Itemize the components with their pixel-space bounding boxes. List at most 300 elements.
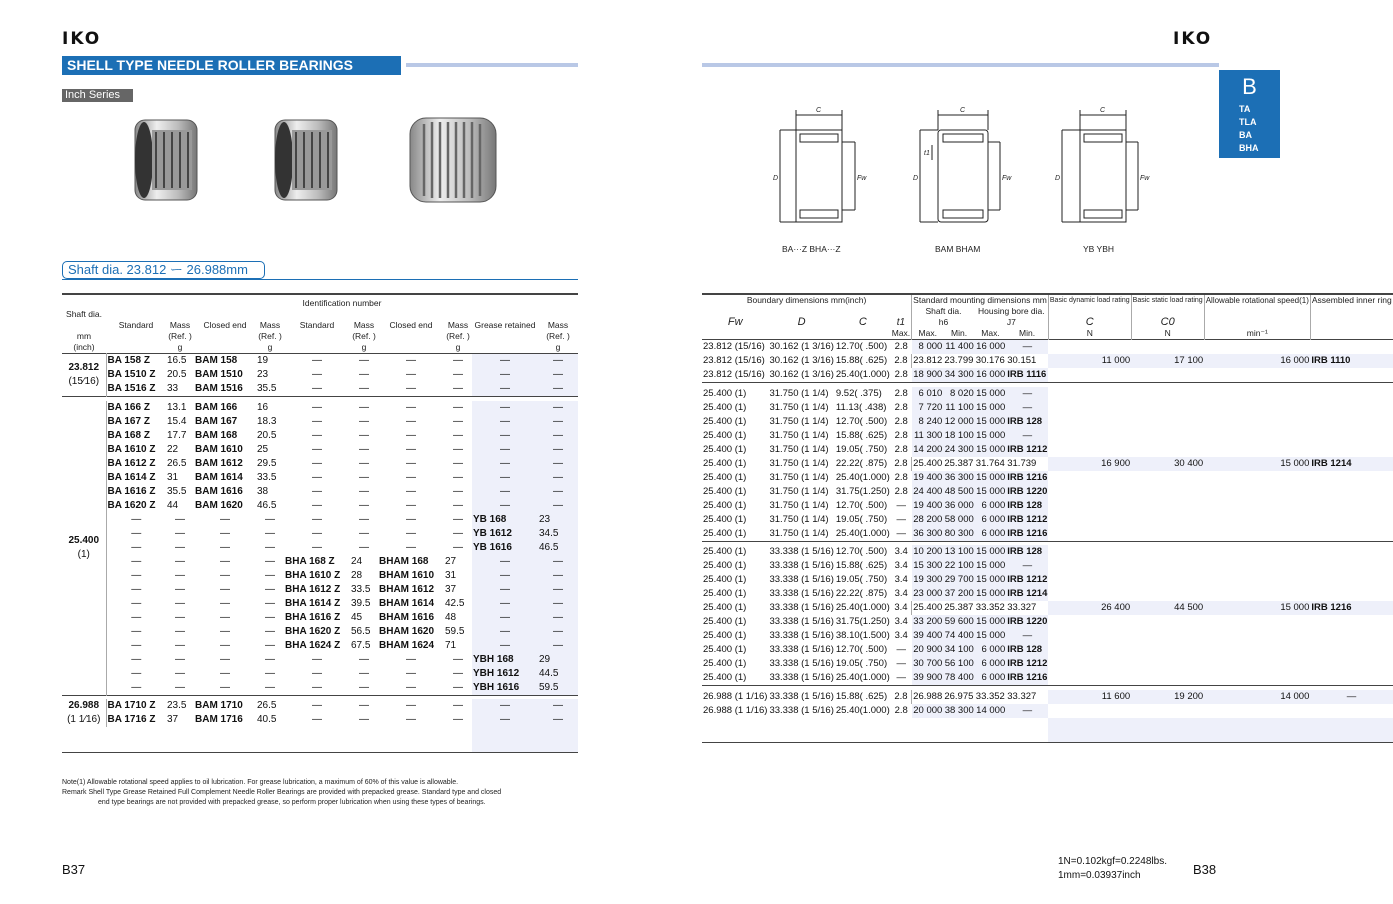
mass-cell: — [453, 471, 463, 483]
dyn-rating-cell: 11 000 [1048, 354, 1131, 368]
mass-cell: — [359, 383, 369, 394]
col-ref: (Ref. ) [352, 331, 376, 341]
bearing-id-cell: BA 1510 Z [107, 369, 156, 380]
mass-cell: — [538, 699, 578, 713]
mass-cell: — [538, 443, 578, 457]
bearing-id-cell: — [472, 401, 538, 415]
t1-cell: 2.8 [894, 485, 908, 497]
col-g: g [177, 342, 183, 352]
bearing-id-cell: — [406, 513, 416, 525]
col-grease: Grease retained [474, 320, 536, 330]
c-cell: 31.75(1.250) [835, 616, 890, 627]
mass-cell: — [359, 714, 369, 725]
fw-cell: 25.400 (1) [703, 499, 747, 511]
c-cell: 12.70( .500) [835, 499, 888, 511]
bearing-id-cell: — [312, 429, 322, 441]
bearing-id-cell: — [312, 653, 322, 665]
bearing-id-cell: — [472, 713, 538, 727]
c-cell: 25.40(1.000) [835, 704, 890, 716]
mass-cell: — [359, 369, 369, 380]
t1-cell: — [896, 658, 906, 669]
t1-cell: 2.8 [894, 429, 908, 441]
page-title: SHELL TYPE NEEDLE ROLLER BEARINGS [62, 56, 401, 75]
d-cell: 31.750 (1 1/4) [769, 485, 829, 497]
mass-cell: — [175, 653, 185, 665]
bearing-id-cell: — [312, 513, 322, 525]
inner-ring-cell: IRB 1212 [1007, 658, 1048, 669]
c-cell: 19.05( .750) [835, 658, 888, 669]
bearing-id-cell: — [220, 555, 230, 567]
dim-d-1: D [773, 175, 779, 182]
table-row [62, 625, 578, 639]
diagram-yb [1062, 110, 1138, 222]
col-n: N [1048, 328, 1131, 340]
mass-cell: 24 [351, 555, 363, 567]
col-max: Max. [981, 328, 1000, 338]
conversion-force: 1N=0.102kgf=0.2248lbs. [1058, 856, 1167, 867]
stat-rating-cell: 59 600 [944, 616, 974, 627]
boundary-header: Boundary dimensions mm(inch) [746, 295, 867, 305]
mass-cell: 34.5 [538, 527, 578, 541]
mass-cell: 23 [538, 513, 578, 527]
dim-c-2: C [960, 107, 966, 114]
table-row [62, 569, 578, 583]
inner-ring-cell: — [1006, 429, 1048, 443]
mass-cell: 29 [538, 653, 578, 667]
d-cell: 31.750 (1 1/4) [769, 415, 829, 427]
bearing-id-cell: — [312, 485, 322, 497]
bearing-id-cell: — [406, 499, 416, 511]
col-g: g [361, 342, 367, 352]
bearing-id-cell: — [472, 611, 538, 625]
dyn-rating-cell: 39 900 [912, 671, 944, 686]
d-cell: 33.338 (1 5/16) [769, 630, 834, 641]
d-cell: 33.338 (1 5/16) [769, 704, 834, 716]
t1-cell: — [896, 499, 906, 511]
stat-rating-cell: 36 000 [944, 499, 974, 511]
bearing-photos [120, 112, 500, 208]
mass-cell: — [538, 382, 578, 397]
bearing-id-cell: BHAM 1610 [379, 569, 435, 581]
d-cell: 30.162 (1 3/16) [769, 355, 834, 366]
bearing-id-cell: — [131, 541, 142, 553]
table-row [702, 429, 1393, 443]
bearing-id-cell: — [472, 429, 538, 443]
fw-cell: 25.400 (1) [703, 387, 747, 399]
stat-rating-cell: 74 400 [944, 630, 974, 641]
bearing-id-cell: BHAM 168 [379, 555, 429, 567]
bearing-id-cell: YB 168 [472, 513, 538, 527]
housing-min-cell: 31.739 [1007, 457, 1037, 469]
shaft-dia-cell [62, 354, 106, 397]
mass-cell: — [265, 541, 275, 553]
mass-cell: — [175, 541, 185, 553]
bearing-id-cell: — [131, 555, 142, 567]
inner-ring-cell: IRB 1216 [1007, 471, 1048, 483]
mass-cell: — [538, 639, 578, 653]
mass-cell: — [538, 368, 578, 382]
table-row [702, 415, 1393, 429]
section-tab-item[interactable]: TA [1239, 104, 1251, 114]
bearing-id-cell: — [131, 583, 142, 595]
stat-rating-cell: 34 100 [944, 644, 974, 655]
inner-ring-cell: IRB 1214 [1310, 457, 1392, 471]
speed-cell: 15 000 [976, 471, 1006, 483]
inner-ring-cell: IRB 1212 [1007, 443, 1048, 455]
bearing-id-cell: — [406, 714, 416, 725]
speed-cell: 6 000 [975, 671, 1006, 686]
bearing-id-cell: — [312, 401, 322, 413]
shaft-min-cell: 25.387 [944, 457, 974, 469]
table-row [62, 443, 578, 457]
stat-rating-cell: 58 000 [944, 513, 974, 525]
mass-cell: — [453, 527, 463, 539]
diagram-ba-z [780, 110, 855, 222]
mass-cell: 33.5 [351, 583, 371, 595]
bearing-id-cell: BHAM 1612 [379, 583, 435, 595]
bearing-id-cell: — [312, 471, 322, 483]
mass-cell: — [453, 401, 463, 413]
bearing-id-cell: — [131, 681, 142, 693]
section-tab-letter: B [1242, 74, 1257, 99]
bearing-id-cell: BAM 158 [195, 355, 238, 366]
mass-cell: 29.5 [257, 457, 277, 469]
inner-ring-cell: IRB 1214 [1007, 588, 1048, 599]
mass-cell: — [538, 457, 578, 471]
stat-rating-cell: 11 100 [943, 401, 974, 415]
bearing-id-cell: — [406, 485, 416, 497]
bearing-id-cell: — [220, 597, 230, 609]
shaft-dia-cell [62, 699, 106, 727]
mass-cell: — [175, 583, 185, 595]
stat-rating-cell: 34 300 [943, 368, 974, 383]
mass-cell: — [359, 415, 369, 427]
bearing-id-cell: — [406, 700, 416, 711]
bearing-id-cell: BAM 1516 [195, 383, 243, 394]
remark-cont: end type bearings are not provided with prepacked grease, so perform proper lubrication when using these types of bearings. [98, 799, 486, 806]
mass-cell: 33 [167, 383, 179, 394]
bearing-id-cell: BAM 1510 [195, 369, 243, 380]
speed-cell: 15 000 [976, 401, 1006, 413]
fw-cell: 25.400 (1) [703, 429, 747, 441]
mass-cell: — [265, 555, 275, 567]
bearing-id-cell: — [472, 485, 538, 499]
speed-cell: 16 000 [1204, 354, 1310, 368]
bearing-photo-ba [135, 120, 197, 200]
col-min: Min. [1019, 328, 1036, 338]
bearing-id-cell: — [312, 700, 322, 711]
bearing-id-cell: — [472, 443, 538, 457]
col-max: Max. [912, 328, 944, 340]
fw-cell: 25.400 (1) [703, 644, 747, 655]
title-rule-left [406, 63, 578, 67]
mass-cell: — [265, 653, 275, 665]
dyn-rating-cell: 15 300 [913, 560, 943, 571]
mass-cell: 46.5 [538, 541, 578, 555]
mass-cell: 23 [257, 369, 269, 380]
c-cell: 38.10(1.500) [835, 630, 890, 641]
bearing-id-cell: — [312, 714, 322, 725]
mass-cell: — [175, 555, 185, 567]
d-cell: 31.750 (1 1/4) [769, 457, 829, 469]
c-cell: 19.05( .750) [835, 574, 888, 585]
t1-cell: 2.8 [894, 341, 908, 352]
stat-rating-cell: 18 100 [944, 429, 974, 441]
col-max: Max. [891, 328, 911, 338]
shaft-header: Shaft dia. [66, 309, 102, 319]
bearing-id-cell: — [131, 611, 142, 623]
bearing-id-cell: — [220, 667, 230, 679]
table-row [62, 513, 578, 527]
stat-rating-cell: 44 500 [1131, 601, 1204, 615]
fw-cell: 25.400 (1) [703, 485, 747, 497]
fw-cell: 23.812 (15/16) [703, 355, 765, 366]
mass-cell: — [359, 485, 369, 497]
fw-cell: 25.400 (1) [703, 602, 747, 613]
fw-cell: 25.400 (1) [703, 415, 747, 427]
table-row [702, 643, 1393, 657]
bearing-id-cell: — [472, 583, 538, 597]
mass-cell: — [538, 401, 578, 415]
table-row [702, 527, 1393, 542]
mass-cell: — [265, 667, 275, 679]
inner-ring-cell: — [1006, 387, 1048, 401]
mass-cell: 42.5 [445, 597, 465, 609]
c-cell: 15.88( .625) [835, 429, 888, 441]
d-cell: 33.338 (1 5/16) [769, 602, 834, 613]
mass-cell: 15.4 [167, 415, 187, 427]
mass-cell: — [453, 457, 463, 469]
bearing-id-cell: — [472, 457, 538, 471]
table-row [62, 471, 578, 485]
mass-cell: — [453, 383, 463, 394]
shaft-dia-inch: (1 1⁄16) [67, 714, 101, 725]
mass-cell: — [359, 541, 369, 553]
speed-cell: 14 000 [1204, 690, 1310, 704]
t1-cell: 3.4 [894, 588, 908, 599]
assem-header: Assembled inner ring [1311, 295, 1392, 305]
mass-cell: — [453, 667, 463, 679]
mass-cell: 16 [257, 401, 269, 413]
mass-cell: 31 [167, 471, 179, 483]
t1-cell: 2.8 [894, 471, 908, 483]
identification-table [62, 293, 578, 753]
t1-cell: 3.4 [894, 560, 908, 571]
speed-cell: 15 000 [976, 546, 1006, 557]
table-row [62, 541, 578, 555]
mass-cell: 33.5 [257, 471, 277, 483]
bearing-id-cell: BHAM 1616 [379, 611, 435, 623]
fw-cell: 25.400 (1) [703, 471, 747, 483]
c-cell: 19.05( .750) [835, 443, 888, 455]
mass-cell: — [359, 667, 369, 679]
speed-cell: 16 000 [975, 368, 1006, 383]
shaft-range-rule [62, 279, 578, 280]
table-row [62, 368, 578, 382]
mass-cell: 59.5 [538, 681, 578, 696]
inner-ring-cell: IRB 1110 [1310, 354, 1392, 368]
speed-cell: 6 000 [975, 499, 1006, 513]
t1-cell: — [896, 527, 906, 539]
inner-ring-cell: IRB 1216 [1006, 527, 1048, 542]
section-tab-item[interactable]: BHA [1239, 143, 1259, 153]
t1-cell: 2.8 [894, 369, 908, 380]
table-row [702, 704, 1393, 718]
stat-rating-cell: 8 020 [943, 387, 974, 401]
section-tab-item[interactable]: BA [1239, 130, 1252, 140]
t1-cell: 3.4 [894, 616, 908, 627]
table-row [702, 471, 1393, 485]
stat-rating-cell: 13 100 [944, 546, 974, 557]
shaft-range-label: Shaft dia. 23.812 ー 26.988mm [62, 261, 265, 279]
col-mass: Mass [547, 320, 569, 330]
d-cell: 33.338 (1 5/16) [769, 672, 834, 683]
dyn-rating-cell: 36 300 [912, 527, 944, 542]
bearing-id-cell: BHA 168 Z [285, 555, 335, 567]
stat-rating-cell: 19 200 [1131, 690, 1204, 704]
stat-rating-cell: 30 400 [1131, 457, 1204, 471]
speed-cell: 6 000 [975, 657, 1006, 671]
mass-cell: — [453, 499, 463, 511]
mass-cell: — [265, 513, 275, 525]
col-mm: mm [76, 331, 92, 341]
bearing-id-cell: BAM 1710 [195, 700, 243, 711]
bearing-id-cell: BA 1616 Z [107, 485, 156, 497]
bearing-id-cell: BHAM 1624 [379, 639, 435, 651]
dyn-rating-cell: 33 200 [913, 616, 943, 627]
mass-cell: 13.1 [167, 401, 187, 413]
bearing-id-cell: — [472, 625, 538, 639]
bearing-id-cell: — [131, 527, 142, 539]
t1-cell: — [896, 644, 906, 655]
speed-cell: 15 000 [976, 574, 1006, 585]
dyn-rating-cell: 23 000 [913, 588, 943, 599]
mass-cell: 31 [445, 569, 457, 581]
speed-cell: 16 000 [976, 341, 1006, 352]
table-row [62, 457, 578, 471]
mass-cell: 45 [351, 611, 363, 623]
fw-cell: 25.400 (1) [703, 658, 747, 669]
shaft-max-cell: 26.988 [913, 690, 943, 702]
mass-cell: — [359, 700, 369, 711]
mass-cell: — [265, 583, 275, 595]
stat-rating-cell: 29 700 [944, 574, 974, 585]
mass-cell: 20.5 [257, 429, 277, 441]
d-cell: 33.338 (1 5/16) [769, 574, 834, 585]
col-g: g [267, 342, 273, 352]
speed-cell: 15 000 [976, 429, 1006, 441]
speed-cell: 15 000 [976, 485, 1006, 497]
d-cell: 31.750 (1 1/4) [769, 443, 829, 455]
bearing-cross-section-diagrams [760, 100, 1160, 260]
bearing-id-cell: — [406, 471, 416, 483]
speed-cell: 15 000 [976, 630, 1006, 641]
table-row [62, 382, 578, 397]
bearing-id-cell: — [472, 569, 538, 583]
bearing-id-cell: — [220, 541, 230, 553]
col-min: Min. [951, 328, 968, 338]
mass-cell: — [453, 429, 463, 441]
dyn-rating-cell: 7 720 [912, 401, 944, 415]
bearing-id-cell: BA 1710 Z [107, 700, 156, 711]
bearing-id-cell: BAM 1716 [195, 714, 243, 725]
fw-cell: 25.400 (1) [703, 630, 747, 641]
housing-max-cell: 33.352 [975, 690, 1005, 702]
mass-cell: — [538, 569, 578, 583]
mass-cell: — [359, 457, 369, 469]
stat-rating-cell: 37 200 [944, 588, 974, 599]
dim-d-3: D [1055, 175, 1061, 182]
t1-cell: 2.8 [894, 355, 908, 366]
page-number-left: B37 [62, 862, 86, 877]
bearing-id-cell: YB 1612 [472, 527, 538, 541]
mass-cell: — [453, 415, 463, 427]
bearing-id-cell: — [312, 383, 322, 394]
bearing-id-cell: BHA 1612 Z [285, 583, 341, 595]
bearing-id-cell: BHA 1610 Z [285, 569, 341, 581]
bearing-id-cell: — [406, 429, 416, 441]
bearing-id-cell: — [312, 443, 322, 455]
bearing-id-cell: BAM 1614 [195, 471, 243, 483]
bearing-id-cell: BAM 1616 [195, 485, 243, 497]
bearing-id-cell: — [220, 639, 230, 651]
bearing-id-cell: — [312, 667, 322, 679]
table-row [62, 611, 578, 625]
mass-cell: — [453, 714, 463, 725]
fw-cell: 26.988 (1 1/16) [703, 704, 768, 716]
c-cell: 22.22( .875) [835, 588, 888, 599]
mass-cell: — [359, 355, 369, 366]
table-row [702, 573, 1393, 587]
bearing-id-cell: — [312, 499, 322, 511]
dyn-rating-cell: 10 200 [913, 546, 943, 557]
bearing-id-cell: — [406, 527, 416, 539]
t1-cell: — [896, 513, 906, 525]
fw-cell: 25.400 (1) [703, 672, 747, 683]
bearing-id-cell: BA 158 Z [107, 355, 150, 366]
bearing-id-cell: — [472, 382, 538, 397]
bearing-id-cell: — [472, 597, 538, 611]
mass-cell: — [175, 639, 185, 651]
speed-cell: 15 000 [1204, 601, 1310, 615]
fw-cell: 25.400 (1) [703, 574, 747, 585]
c-cell: 12.70( .500) [835, 546, 888, 557]
section-tab-item[interactable]: TLA [1239, 117, 1257, 127]
inner-ring-cell: IRB 1216 [1310, 601, 1392, 615]
table-row [702, 601, 1393, 615]
dyn-rating-cell: 19 400 [913, 471, 943, 483]
dyn-rating-cell: 20 900 [913, 644, 943, 655]
speed-cell: 15 000 [976, 560, 1006, 571]
table-row [702, 657, 1393, 671]
d-cell: 31.750 (1 1/4) [769, 429, 829, 441]
col-mass: Mass [169, 320, 191, 330]
d-cell: 31.750 (1 1/4) [769, 387, 829, 399]
speed-cell: 15 000 [1204, 457, 1310, 471]
mass-cell: 71 [445, 639, 457, 651]
mass-cell: 27 [445, 555, 457, 567]
mounting-header: Standard mounting dimensions mm [913, 295, 1047, 305]
fw-cell: 25.400 (1) [703, 588, 747, 599]
speed-cell: 6 000 [975, 643, 1006, 657]
brand-logo-right: IKO [1173, 29, 1213, 49]
bearing-id-cell: BA 1612 Z [107, 457, 156, 469]
bearing-id-cell: — [472, 471, 538, 485]
col-g: g [555, 342, 561, 352]
table-row [62, 415, 578, 429]
bearing-id-cell: — [131, 653, 142, 665]
dyn-rating-cell: 26 400 [1048, 601, 1131, 615]
